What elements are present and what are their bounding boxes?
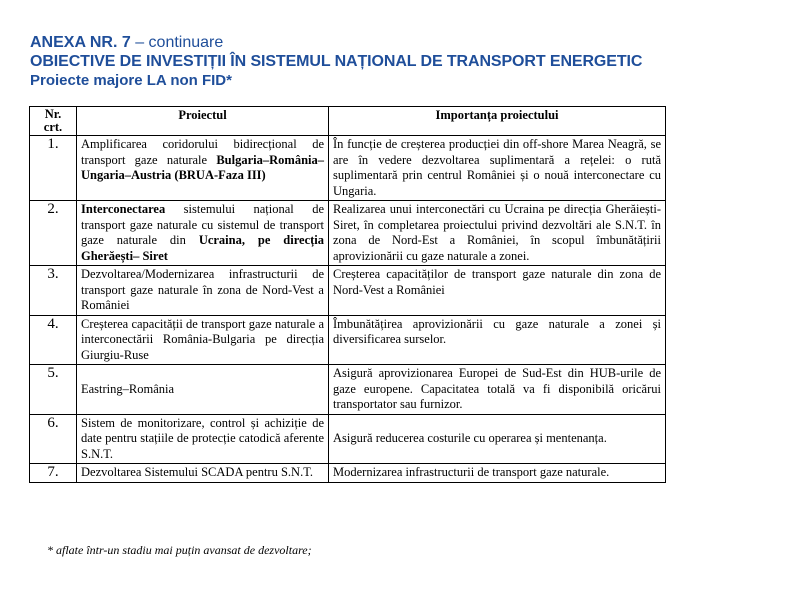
row-number: 7. bbox=[30, 464, 77, 483]
row-number: 4. bbox=[30, 315, 77, 365]
table-header-row bbox=[30, 107, 666, 136]
project-text: Dezvoltarea Sistemului SCADA pentru S.N.T. bbox=[81, 465, 314, 479]
project-cell bbox=[77, 365, 329, 415]
table-row bbox=[30, 266, 666, 316]
document-title: OBIECTIVE DE INVESTIȚII ÎN SISTEMUL NAȚIONAL DE TRANSPORT ENERGETIC bbox=[30, 53, 643, 70]
project-text: sistemului național de transport gaze naturale cu sistemul de transport gaze naturale din bbox=[81, 202, 324, 247]
project-text: Dezvoltarea/Modernizarea infrastructurii de transport gaze naturale în zona de Nord-Vest a României bbox=[81, 267, 324, 312]
row-number: 6. bbox=[30, 414, 77, 464]
project-text: Eastring–România bbox=[81, 381, 175, 396]
table-row bbox=[30, 315, 666, 365]
table-row bbox=[30, 201, 666, 266]
project-text: Creșterea capacității de transport gaze naturale a interconectării România-Bulgaria pe direcția Giurgiu-Ruse bbox=[81, 316, 324, 362]
header-importance: Importanța proiectului bbox=[329, 107, 666, 136]
heading-block bbox=[30, 34, 642, 90]
importance-cell: Modernizarea infrastructurii de transport gaze naturale. bbox=[329, 464, 666, 483]
continuation-label: – continuare bbox=[130, 34, 224, 51]
row-number: 3. bbox=[30, 266, 77, 316]
project-text: Amplificarea coridorului bidirecțional de transport gaze naturale bbox=[81, 137, 324, 167]
projects-table bbox=[29, 106, 666, 483]
table-row bbox=[30, 464, 666, 483]
project-cell bbox=[77, 315, 329, 365]
footnote: * aflate într-un stadiu mai puțin avansat de dezvoltare; bbox=[47, 543, 312, 557]
row-number: 1. bbox=[30, 136, 77, 201]
document-subtitle: Proiecte majore LA non FID* bbox=[30, 72, 232, 89]
project-text: Bulgaria–România– Ungaria–Austria (BRUA-Faza III) bbox=[81, 152, 324, 182]
header-project: Proiectul bbox=[77, 107, 329, 136]
importance-cell: Asigură reducerea costurile cu operarea și mentenanța. bbox=[329, 414, 666, 464]
table-row bbox=[30, 365, 666, 415]
table-row bbox=[30, 136, 666, 201]
row-number: 2. bbox=[30, 201, 77, 266]
importance-cell: Creșterea capacităților de transport gaze naturale din zona de Nord-Vest a României bbox=[329, 266, 666, 316]
row-number: 5. bbox=[30, 365, 77, 415]
annex-line bbox=[30, 34, 642, 52]
project-text: Ucraina, pe direcția Gherăești– Siret bbox=[81, 233, 325, 263]
importance-cell: Îmbunătățirea aprovizionării cu gaze naturale a zonei și diversificarea surselor. bbox=[329, 315, 666, 365]
project-cell bbox=[77, 464, 329, 483]
header-nr: Nr. crt. bbox=[30, 107, 77, 136]
importance-cell: În funcție de creșterea producției din off-shore Marea Neagră, se are în vedere dezvoltarea suplimentară a rețelei: o rută suplimentară prin centrul României și o nouă interconectare cu Ungaria. bbox=[329, 136, 666, 201]
project-cell bbox=[77, 414, 329, 464]
project-cell bbox=[77, 201, 329, 266]
project-text: Interconectarea bbox=[81, 202, 166, 216]
table-row bbox=[30, 414, 666, 464]
table-body bbox=[30, 136, 666, 483]
annex-label: ANEXA NR. 7 bbox=[30, 34, 131, 51]
project-cell bbox=[77, 136, 329, 201]
project-text: Sistem de monitorizare, control și achiziție de date pentru stațiile de protecție catodică aferente S.N.T. bbox=[81, 415, 324, 461]
importance-cell: Realizarea unui interconectări cu Ucraina pe direcția Gherăiești-Siret, în completarea proiectului privind dezvoltări ale S.N.T. în zona de Nord-Est a României, în scopul îmbunătățirii aprovizionării cu gaze naturale a zonei. bbox=[329, 201, 666, 266]
importance-cell: Asigură aprovizionarea Europei de Sud-Est din HUB-urile de gaze europene. Capacitatea totală va fi disponibilă oricărui transportator sau furnizor. bbox=[329, 365, 666, 415]
project-cell bbox=[77, 266, 329, 316]
